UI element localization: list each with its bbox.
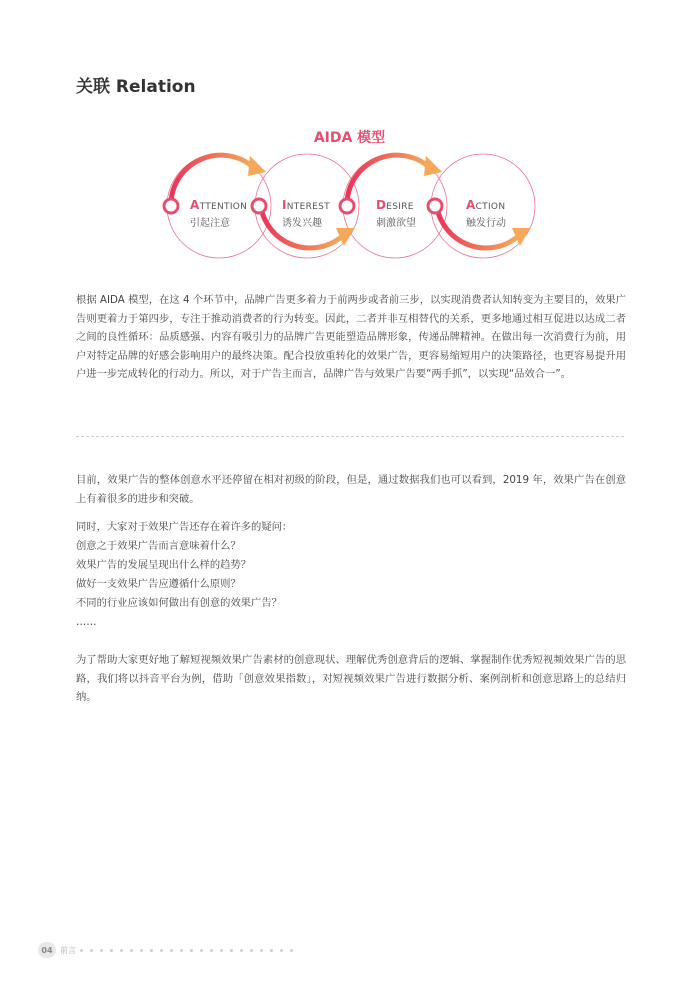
footer-dot <box>200 949 203 952</box>
footer-dot <box>140 949 143 952</box>
stage-name: NTEREST <box>286 202 330 212</box>
list-item: 不同的行业应该如何做出有创意的效果广告？ <box>76 597 282 609</box>
footer-dots <box>80 949 300 952</box>
stage-label-cn: 刺激欲望 <box>376 218 416 229</box>
paragraph-purpose: 为了帮助大家更好地了解短视频效果广告素材的创意现状、理解优秀创意背后的逻辑、掌握制作优秀短视频效果广告的思路，我们将以抖音平台为例，借助「创意效果指数」，对短视频效果广告进行数据分析、案例剖析和创意思路上的总结归纳。 <box>76 654 626 703</box>
footer-dot <box>250 949 253 952</box>
footer-dot <box>170 949 173 952</box>
footer-dot <box>240 949 243 952</box>
stage-attention <box>190 198 280 229</box>
footer-dot <box>280 949 283 952</box>
footer-dot <box>80 949 83 952</box>
footer-section-label: 前言 <box>60 945 76 955</box>
paragraph-current-state: 目前，效果广告的整体创意水平还停留在相对初级的阶段，但是，通过数据我们也可以看到，2019 年，效果广告在创意上有着很多的进步和突破。 <box>76 474 626 505</box>
stage-initial: A <box>190 198 200 212</box>
list-item: 效果广告的发展呈现出什么样的趋势？ <box>76 559 252 571</box>
stage-name: ESIRE <box>386 202 414 212</box>
footer-dot <box>210 949 213 952</box>
footer-dot <box>110 949 113 952</box>
footer-dot <box>220 949 223 952</box>
stage-name: CTION <box>475 202 506 212</box>
footer-dot <box>230 949 233 952</box>
stage-initial: D <box>376 198 387 212</box>
stage-initial: A <box>466 198 476 212</box>
footer-dot <box>90 949 93 952</box>
dashed-divider <box>76 436 624 437</box>
list-item: 做好一支效果广告应遵循什么原则？ <box>76 578 241 590</box>
footer-dot <box>180 949 183 952</box>
stage-interest <box>282 198 372 229</box>
aida-title: AIDA 模型 <box>313 130 386 146</box>
stage-label-cn: 引起注意 <box>190 218 230 229</box>
footer-dot <box>130 949 133 952</box>
footer-dot <box>190 949 193 952</box>
stage-desire <box>376 198 466 229</box>
list-item: …… <box>76 616 97 628</box>
footer-dot <box>260 949 263 952</box>
list-item: 创意之于效果广告而言意味着什么？ <box>76 540 241 552</box>
footer-dot <box>150 949 153 952</box>
footer-dot <box>100 949 103 952</box>
arrowhead-2 <box>424 156 442 176</box>
node-dot-1 <box>164 199 178 213</box>
footer-dot <box>270 949 273 952</box>
stage-action <box>466 198 556 229</box>
footer-dot <box>120 949 123 952</box>
arrowhead-1 <box>248 156 266 176</box>
paragraph-aida: 根据 AIDA 模型，在这 4 个环节中，品牌广告更多着力于前两步或者前三步，以实现消费者认知转变为主要目的，效果广告则更着力于第四步，专注于推动消费者的行为转变。因此，二者并非互相替代的关系，更多地通过相互促进以达成二者之间的良性循环：品质感强、内容有吸引力的品牌广告更能塑造品牌形象，传递品牌精神。在做出每一次消费行为前，用户对特定品牌的好感会影响用户的最终决策。配合投放重转化的效果广告，更容易缩短用户的决策路径，也更容易提升用户进一步完成转化的行动力。所以，对于广告主而言，品牌广告与效果广告要“两手抓”，以实现“品效合一”。 <box>76 294 626 380</box>
footer-dot <box>290 949 293 952</box>
question-list <box>76 518 292 632</box>
stage-initial: I <box>282 198 287 212</box>
stage-label-cn: 触发行动 <box>466 218 506 229</box>
arc-attention <box>171 155 252 202</box>
stage-label-cn: 诱发兴趣 <box>282 218 322 229</box>
footer-dot <box>160 949 163 952</box>
list-item: 同时，大家对于效果广告还存在着许多的疑问： <box>76 521 293 533</box>
stage-name: TTENTION <box>199 202 248 212</box>
arc-desire <box>347 155 428 202</box>
page-title: 关联 Relation <box>76 77 196 97</box>
page-footer <box>38 942 300 958</box>
page-number-badge: 04 <box>38 942 56 958</box>
